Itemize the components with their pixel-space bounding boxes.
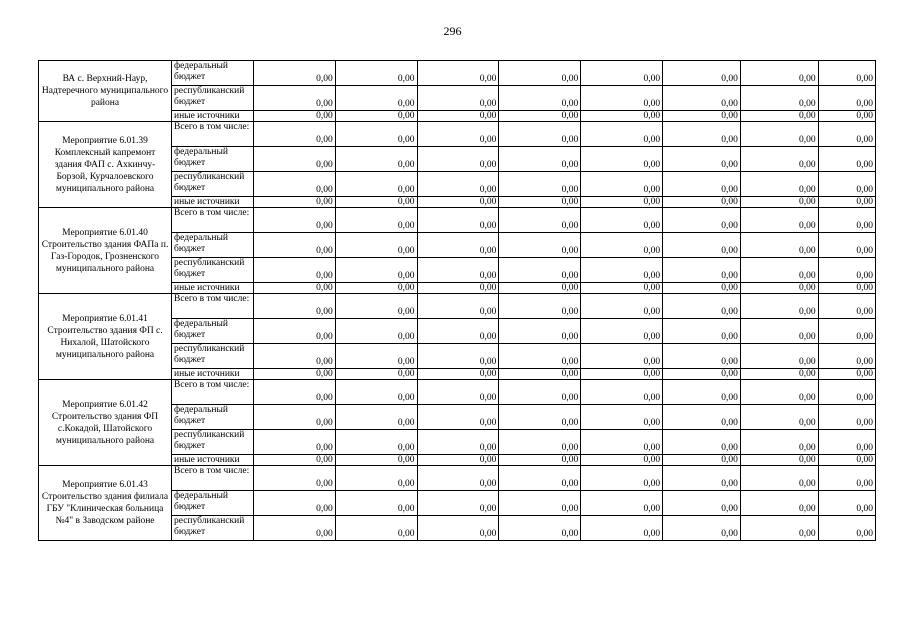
value-cell: 0,00 [253, 197, 335, 208]
value-cell: 0,00 [417, 208, 499, 233]
value-cell: 0,00 [499, 455, 581, 466]
funding-source-cell: федеральный бюджет [172, 405, 254, 430]
value-cell: 0,00 [818, 455, 875, 466]
funding-source-cell: Всего в том числе: [172, 466, 254, 491]
value-cell: 0,00 [740, 258, 818, 283]
value-cell: 0,00 [663, 319, 741, 344]
table-row [39, 294, 876, 319]
value-cell: 0,00 [253, 233, 335, 258]
value-cell: 0,00 [818, 466, 875, 491]
funding-source-cell: иные источники [172, 369, 254, 380]
value-cell: 0,00 [253, 430, 335, 455]
value-cell: 0,00 [253, 61, 335, 86]
funding-source-cell: Всего в том числе: [172, 208, 254, 233]
value-cell: 0,00 [663, 455, 741, 466]
value-cell: 0,00 [335, 516, 417, 541]
value-cell: 0,00 [663, 369, 741, 380]
value-cell: 0,00 [335, 258, 417, 283]
value-cell: 0,00 [499, 344, 581, 369]
value-cell: 0,00 [740, 233, 818, 258]
value-cell: 0,00 [499, 294, 581, 319]
value-cell: 0,00 [335, 405, 417, 430]
value-cell: 0,00 [253, 147, 335, 172]
value-cell: 0,00 [581, 430, 663, 455]
value-cell: 0,00 [499, 208, 581, 233]
value-cell: 0,00 [417, 455, 499, 466]
value-cell: 0,00 [335, 86, 417, 111]
funding-source-cell: федеральный бюджет [172, 319, 254, 344]
value-cell: 0,00 [417, 491, 499, 516]
value-cell: 0,00 [663, 283, 741, 294]
value-cell: 0,00 [663, 233, 741, 258]
value-cell: 0,00 [663, 197, 741, 208]
funding-source-cell: иные источники [172, 283, 254, 294]
value-cell: 0,00 [335, 197, 417, 208]
value-cell: 0,00 [335, 122, 417, 147]
value-cell: 0,00 [740, 61, 818, 86]
table-row [39, 380, 876, 405]
value-cell: 0,00 [740, 466, 818, 491]
value-cell: 0,00 [499, 197, 581, 208]
funding-source-cell: республиканский бюджет [172, 172, 254, 197]
value-cell: 0,00 [417, 122, 499, 147]
value-cell: 0,00 [253, 369, 335, 380]
value-cell: 0,00 [335, 430, 417, 455]
value-cell: 0,00 [335, 233, 417, 258]
value-cell: 0,00 [581, 455, 663, 466]
value-cell: 0,00 [335, 61, 417, 86]
value-cell: 0,00 [663, 405, 741, 430]
value-cell: 0,00 [740, 405, 818, 430]
event-name-cell: Мероприятие 6.01.43 Строительство здания филиала ГБУ "Клиническая больница №4" в Заводском районе [39, 466, 172, 541]
value-cell: 0,00 [417, 111, 499, 122]
value-cell: 0,00 [818, 147, 875, 172]
budget-table [38, 60, 876, 541]
value-cell: 0,00 [253, 466, 335, 491]
value-cell: 0,00 [335, 491, 417, 516]
value-cell: 0,00 [663, 491, 741, 516]
value-cell: 0,00 [499, 86, 581, 111]
value-cell: 0,00 [740, 86, 818, 111]
value-cell: 0,00 [335, 369, 417, 380]
table-row [39, 208, 876, 233]
funding-source-cell: республиканский бюджет [172, 430, 254, 455]
value-cell: 0,00 [417, 369, 499, 380]
event-name-cell: ВА с. Верхний-Наур, Надтеречного муниципального района [39, 61, 172, 122]
value-cell: 0,00 [663, 172, 741, 197]
value-cell: 0,00 [499, 111, 581, 122]
value-cell: 0,00 [581, 294, 663, 319]
value-cell: 0,00 [740, 172, 818, 197]
value-cell: 0,00 [740, 380, 818, 405]
value-cell: 0,00 [499, 147, 581, 172]
value-cell: 0,00 [818, 283, 875, 294]
value-cell: 0,00 [818, 294, 875, 319]
value-cell: 0,00 [581, 122, 663, 147]
value-cell: 0,00 [335, 344, 417, 369]
value-cell: 0,00 [417, 86, 499, 111]
value-cell: 0,00 [499, 233, 581, 258]
funding-source-cell: Всего в том числе: [172, 294, 254, 319]
value-cell: 0,00 [740, 197, 818, 208]
funding-source-cell: иные источники [172, 197, 254, 208]
value-cell: 0,00 [253, 491, 335, 516]
value-cell: 0,00 [253, 122, 335, 147]
value-cell: 0,00 [417, 380, 499, 405]
value-cell: 0,00 [253, 111, 335, 122]
value-cell: 0,00 [740, 283, 818, 294]
value-cell: 0,00 [581, 369, 663, 380]
value-cell: 0,00 [499, 405, 581, 430]
value-cell: 0,00 [253, 294, 335, 319]
value-cell: 0,00 [417, 147, 499, 172]
value-cell: 0,00 [663, 111, 741, 122]
value-cell: 0,00 [818, 319, 875, 344]
value-cell: 0,00 [499, 319, 581, 344]
value-cell: 0,00 [740, 208, 818, 233]
value-cell: 0,00 [740, 147, 818, 172]
value-cell: 0,00 [818, 197, 875, 208]
table-body [39, 61, 876, 541]
value-cell: 0,00 [663, 86, 741, 111]
value-cell: 0,00 [818, 208, 875, 233]
value-cell: 0,00 [818, 430, 875, 455]
value-cell: 0,00 [417, 283, 499, 294]
value-cell: 0,00 [499, 283, 581, 294]
value-cell: 0,00 [581, 86, 663, 111]
funding-source-cell: республиканский бюджет [172, 344, 254, 369]
funding-source-cell: республиканский бюджет [172, 516, 254, 541]
funding-source-cell: республиканский бюджет [172, 258, 254, 283]
value-cell: 0,00 [499, 61, 581, 86]
table-row [39, 61, 876, 86]
value-cell: 0,00 [499, 172, 581, 197]
value-cell: 0,00 [335, 319, 417, 344]
value-cell: 0,00 [818, 491, 875, 516]
value-cell: 0,00 [740, 369, 818, 380]
value-cell: 0,00 [335, 380, 417, 405]
value-cell: 0,00 [581, 147, 663, 172]
value-cell: 0,00 [581, 283, 663, 294]
value-cell: 0,00 [417, 233, 499, 258]
value-cell: 0,00 [417, 466, 499, 491]
funding-source-cell: федеральный бюджет [172, 491, 254, 516]
value-cell: 0,00 [740, 455, 818, 466]
value-cell: 0,00 [335, 172, 417, 197]
funding-source-cell: иные источники [172, 455, 254, 466]
value-cell: 0,00 [663, 466, 741, 491]
value-cell: 0,00 [663, 380, 741, 405]
value-cell: 0,00 [335, 283, 417, 294]
value-cell: 0,00 [663, 430, 741, 455]
value-cell: 0,00 [663, 122, 741, 147]
funding-source-cell: федеральный бюджет [172, 61, 254, 86]
value-cell: 0,00 [335, 294, 417, 319]
value-cell: 0,00 [581, 405, 663, 430]
value-cell: 0,00 [740, 111, 818, 122]
page-number: 296 [443, 24, 462, 38]
funding-source-cell: Всего в том числе: [172, 380, 254, 405]
value-cell: 0,00 [663, 294, 741, 319]
value-cell: 0,00 [818, 172, 875, 197]
value-cell: 0,00 [417, 405, 499, 430]
value-cell: 0,00 [581, 197, 663, 208]
value-cell: 0,00 [253, 258, 335, 283]
event-name-cell: Мероприятие 6.01.40 Строительство здания ФАПа п. Газ-Городок, Грозненского муниципального района [39, 208, 172, 294]
value-cell: 0,00 [581, 208, 663, 233]
value-cell: 0,00 [253, 516, 335, 541]
value-cell: 0,00 [818, 369, 875, 380]
value-cell: 0,00 [417, 294, 499, 319]
value-cell: 0,00 [499, 430, 581, 455]
value-cell: 0,00 [499, 369, 581, 380]
value-cell: 0,00 [818, 344, 875, 369]
value-cell: 0,00 [740, 344, 818, 369]
value-cell: 0,00 [417, 319, 499, 344]
value-cell: 0,00 [417, 61, 499, 86]
value-cell: 0,00 [581, 516, 663, 541]
value-cell: 0,00 [499, 466, 581, 491]
value-cell: 0,00 [663, 208, 741, 233]
value-cell: 0,00 [663, 147, 741, 172]
value-cell: 0,00 [499, 380, 581, 405]
value-cell: 0,00 [417, 430, 499, 455]
value-cell: 0,00 [581, 258, 663, 283]
value-cell: 0,00 [663, 344, 741, 369]
value-cell: 0,00 [253, 380, 335, 405]
value-cell: 0,00 [581, 466, 663, 491]
value-cell: 0,00 [253, 344, 335, 369]
value-cell: 0,00 [818, 258, 875, 283]
value-cell: 0,00 [740, 516, 818, 541]
value-cell: 0,00 [417, 516, 499, 541]
value-cell: 0,00 [581, 380, 663, 405]
event-name-cell: Мероприятие 6.01.42 Строительство здания ФП с.Кокадой, Шатойского муниципального района [39, 380, 172, 466]
value-cell: 0,00 [581, 319, 663, 344]
funding-source-cell: федеральный бюджет [172, 233, 254, 258]
value-cell: 0,00 [581, 111, 663, 122]
event-name-cell: Мероприятие 6.01.41 Строительство здания ФП с. Нихалой, Шатойского муниципального района [39, 294, 172, 380]
funding-source-cell: иные источники [172, 111, 254, 122]
value-cell: 0,00 [499, 491, 581, 516]
value-cell: 0,00 [335, 466, 417, 491]
value-cell: 0,00 [253, 455, 335, 466]
value-cell: 0,00 [740, 430, 818, 455]
value-cell: 0,00 [253, 319, 335, 344]
value-cell: 0,00 [663, 61, 741, 86]
value-cell: 0,00 [417, 344, 499, 369]
value-cell: 0,00 [335, 111, 417, 122]
value-cell: 0,00 [818, 122, 875, 147]
funding-source-cell: республиканский бюджет [172, 86, 254, 111]
funding-source-cell: Всего в том числе: [172, 122, 254, 147]
value-cell: 0,00 [253, 172, 335, 197]
value-cell: 0,00 [818, 86, 875, 111]
value-cell: 0,00 [499, 516, 581, 541]
value-cell: 0,00 [818, 516, 875, 541]
value-cell: 0,00 [253, 405, 335, 430]
value-cell: 0,00 [740, 294, 818, 319]
value-cell: 0,00 [335, 147, 417, 172]
event-name-cell: Мероприятие 6.01.39 Комплексный капремонт здания ФАП с. Ахкинчу-Борзой, Курчалоевского муниципального района [39, 122, 172, 208]
value-cell: 0,00 [818, 405, 875, 430]
value-cell: 0,00 [740, 122, 818, 147]
value-cell: 0,00 [663, 258, 741, 283]
value-cell: 0,00 [253, 283, 335, 294]
value-cell: 0,00 [740, 319, 818, 344]
value-cell: 0,00 [417, 258, 499, 283]
value-cell: 0,00 [335, 208, 417, 233]
value-cell: 0,00 [818, 233, 875, 258]
value-cell: 0,00 [499, 122, 581, 147]
table-row [39, 466, 876, 491]
value-cell: 0,00 [581, 172, 663, 197]
value-cell: 0,00 [581, 233, 663, 258]
value-cell: 0,00 [253, 208, 335, 233]
value-cell: 0,00 [663, 516, 741, 541]
value-cell: 0,00 [499, 258, 581, 283]
value-cell: 0,00 [253, 86, 335, 111]
funding-source-cell: федеральный бюджет [172, 147, 254, 172]
value-cell: 0,00 [818, 111, 875, 122]
value-cell: 0,00 [818, 61, 875, 86]
value-cell: 0,00 [417, 197, 499, 208]
value-cell: 0,00 [335, 455, 417, 466]
value-cell: 0,00 [740, 491, 818, 516]
value-cell: 0,00 [581, 491, 663, 516]
value-cell: 0,00 [818, 380, 875, 405]
value-cell: 0,00 [581, 344, 663, 369]
value-cell: 0,00 [417, 172, 499, 197]
value-cell: 0,00 [581, 61, 663, 86]
table-row [39, 122, 876, 147]
